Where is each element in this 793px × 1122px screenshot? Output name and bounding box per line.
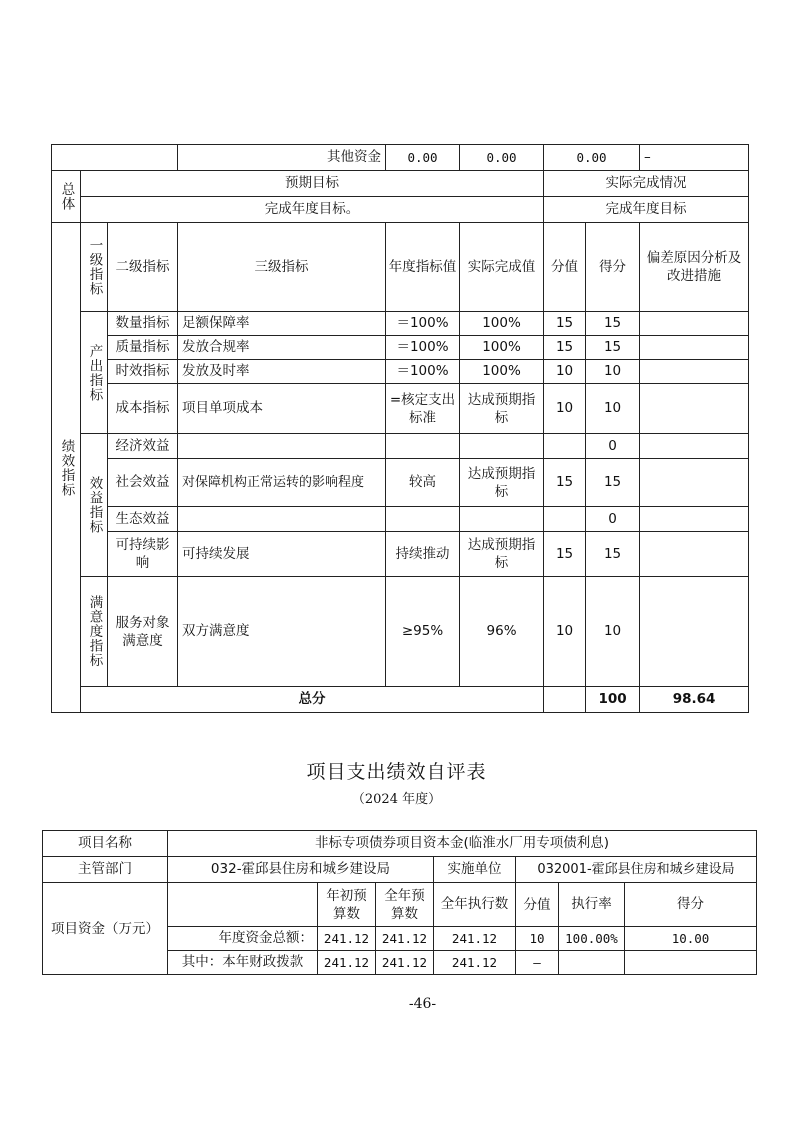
output-l3: 发放合规率 bbox=[178, 336, 386, 360]
benefit-row bbox=[52, 459, 749, 507]
satisfaction-label-cell bbox=[81, 577, 108, 687]
output-weight: 10 bbox=[544, 384, 586, 434]
funds-header-row bbox=[43, 883, 757, 927]
total-weight: 100 bbox=[586, 687, 640, 713]
satisfaction-indicator-label: 满意度指标 bbox=[86, 595, 103, 668]
output-l2: 时效指标 bbox=[108, 360, 178, 384]
funds-annual: 241.12 bbox=[376, 951, 434, 975]
performance-table bbox=[51, 144, 749, 713]
overall-content-row bbox=[52, 197, 749, 223]
level2-header: 二级指标 bbox=[108, 223, 178, 312]
page-number: -46- bbox=[408, 996, 437, 1012]
benefit-target bbox=[386, 507, 460, 532]
benefit-l2: 社会效益 bbox=[108, 459, 178, 507]
output-l2: 成本指标 bbox=[108, 384, 178, 434]
benefit-l2: 可持续影响 bbox=[108, 532, 178, 577]
output-score: 10 bbox=[586, 384, 640, 434]
other-funds-initial: 0.00 bbox=[386, 145, 460, 171]
target-header: 年度指标值 bbox=[386, 223, 460, 312]
benefit-indicator-label: 效益指标 bbox=[86, 476, 103, 534]
other-funds-executed: 0.00 bbox=[544, 145, 640, 171]
benefit-target: 持续推动 bbox=[386, 532, 460, 577]
deviation-header: 偏差原因分析及改进措施 bbox=[640, 223, 749, 312]
benefit-row bbox=[52, 532, 749, 577]
benefit-label-cell bbox=[81, 434, 108, 577]
other-funds-annual: 0.00 bbox=[460, 145, 544, 171]
benefit-score: 0 bbox=[586, 434, 640, 459]
output-row bbox=[52, 360, 749, 384]
weight-header: 分值 bbox=[544, 223, 586, 312]
benefit-l3: 可持续发展 bbox=[178, 532, 386, 577]
output-l3: 发放及时率 bbox=[178, 360, 386, 384]
impl-label: 实施单位 bbox=[434, 857, 516, 883]
benefit-row bbox=[52, 434, 749, 459]
form-title: 项目支出绩效自评表 bbox=[306, 761, 487, 783]
output-target: ＝100% bbox=[386, 336, 460, 360]
output-row bbox=[52, 336, 749, 360]
satisfaction-weight: 10 bbox=[544, 577, 586, 687]
funds-initial: 241.12 bbox=[318, 927, 376, 951]
benefit-l3 bbox=[178, 507, 386, 532]
output-l2: 质量指标 bbox=[108, 336, 178, 360]
benefit-weight: 15 bbox=[544, 532, 586, 577]
output-actual: 100% bbox=[460, 336, 544, 360]
satisfaction-l3: 双方满意度 bbox=[178, 577, 386, 687]
funds-row-label: 年度资金总额： bbox=[168, 927, 318, 951]
funds-executed: 241.12 bbox=[434, 927, 516, 951]
project-name: 非标专项债券项目资本金(临淮水厂用专项债利息) bbox=[168, 831, 757, 857]
output-actual: 100% bbox=[460, 360, 544, 384]
output-score: 15 bbox=[586, 336, 640, 360]
execution-rate-header: 执行率 bbox=[559, 883, 625, 927]
output-indicator-label: 产出指标 bbox=[86, 343, 103, 402]
benefit-l3: 对保障机构正常运转的影响程度 bbox=[178, 459, 386, 507]
actual-completion-header: 实际完成情况 bbox=[544, 171, 749, 197]
impl-value: 032001-霍邱县住房和城乡建设局 bbox=[516, 857, 757, 883]
other-funds-weight: – bbox=[640, 145, 749, 171]
performance-section-label: 绩效指标 bbox=[58, 438, 75, 497]
output-target: =核定支出标准 bbox=[386, 384, 460, 434]
funds-weight-header: 分值 bbox=[516, 883, 559, 927]
output-target: ＝100% bbox=[386, 360, 460, 384]
output-weight: 15 bbox=[544, 336, 586, 360]
benefit-row bbox=[52, 507, 749, 532]
overall-header-row bbox=[52, 171, 749, 197]
project-funds-table bbox=[42, 830, 757, 975]
total-score: 98.64 bbox=[640, 687, 749, 713]
output-l3: 项目单项成本 bbox=[178, 384, 386, 434]
funds-weight: – bbox=[516, 951, 559, 975]
benefit-score: 15 bbox=[586, 532, 640, 577]
funds-annual: 241.12 bbox=[376, 927, 434, 951]
total-label: 总分 bbox=[81, 687, 544, 713]
level1-header: 一级指标 bbox=[86, 238, 103, 296]
output-actual: 100% bbox=[460, 312, 544, 336]
funds-score-header: 得分 bbox=[625, 883, 757, 927]
funds-initial: 241.12 bbox=[318, 951, 376, 975]
executed-header: 全年执行数 bbox=[434, 883, 516, 927]
funds-score: 10.00 bbox=[625, 927, 757, 951]
benefit-actual bbox=[460, 434, 544, 459]
funds-label: 项目资金（万元） bbox=[43, 883, 168, 975]
project-name-label: 项目名称 bbox=[43, 831, 168, 857]
actual-completion-text: 完成年度目标 bbox=[544, 197, 749, 223]
output-row bbox=[52, 312, 749, 336]
overall-label-cell bbox=[52, 171, 81, 223]
satisfaction-score: 10 bbox=[586, 577, 640, 687]
benefit-actual: 达成预期指标 bbox=[460, 459, 544, 507]
actual-header: 实际完成值 bbox=[460, 223, 544, 312]
overall-label: 总体 bbox=[58, 182, 75, 211]
section-label-cell bbox=[52, 223, 81, 713]
benefit-score: 0 bbox=[586, 507, 640, 532]
annual-budget-header: 全年预算数 bbox=[376, 883, 434, 927]
dept-label: 主管部门 bbox=[43, 857, 168, 883]
form-year: （2024 年度） bbox=[351, 792, 442, 807]
benefit-l2: 经济效益 bbox=[108, 434, 178, 459]
other-funds-row bbox=[52, 145, 749, 171]
benefit-l2: 生态效益 bbox=[108, 507, 178, 532]
output-actual: 达成预期指标 bbox=[460, 384, 544, 434]
expected-goal-text: 完成年度目标。 bbox=[81, 197, 544, 223]
output-weight: 10 bbox=[544, 360, 586, 384]
funds-executed: 241.12 bbox=[434, 951, 516, 975]
dept-value: 032-霍邱县住房和城乡建设局 bbox=[168, 857, 434, 883]
output-row bbox=[52, 384, 749, 434]
initial-budget-header: 年初预算数 bbox=[318, 883, 376, 927]
benefit-actual bbox=[460, 507, 544, 532]
satisfaction-row bbox=[52, 577, 749, 687]
output-l3: 足额保障率 bbox=[178, 312, 386, 336]
benefit-weight: 15 bbox=[544, 459, 586, 507]
level3-header: 三级指标 bbox=[178, 223, 386, 312]
satisfaction-target: ≥95% bbox=[386, 577, 460, 687]
benefit-target: 较高 bbox=[386, 459, 460, 507]
funds-weight: 10 bbox=[516, 927, 559, 951]
benefit-target bbox=[386, 434, 460, 459]
indicator-header-row bbox=[52, 223, 749, 312]
output-weight: 15 bbox=[544, 312, 586, 336]
benefit-score: 15 bbox=[586, 459, 640, 507]
funds-rate bbox=[559, 951, 625, 975]
output-score: 15 bbox=[586, 312, 640, 336]
benefit-weight bbox=[544, 434, 586, 459]
funds-row-label: 其中：本年财政拨款 bbox=[168, 951, 318, 975]
benefit-weight bbox=[544, 507, 586, 532]
benefit-l3 bbox=[178, 434, 386, 459]
satisfaction-actual: 96% bbox=[460, 577, 544, 687]
output-score: 10 bbox=[586, 360, 640, 384]
project-name-row bbox=[43, 831, 757, 857]
benefit-actual: 达成预期指标 bbox=[460, 532, 544, 577]
other-funds-label: 其他资金 bbox=[178, 145, 386, 171]
level1-header-cell bbox=[81, 223, 108, 312]
funds-score bbox=[625, 951, 757, 975]
score-header: 得分 bbox=[586, 223, 640, 312]
satisfaction-l2: 服务对象满意度 bbox=[108, 577, 178, 687]
output-l2: 数量指标 bbox=[108, 312, 178, 336]
expected-goal-header: 预期目标 bbox=[81, 171, 544, 197]
total-row bbox=[52, 687, 749, 713]
output-target: ＝100% bbox=[386, 312, 460, 336]
department-row bbox=[43, 857, 757, 883]
funds-rate: 100.00% bbox=[559, 927, 625, 951]
output-label-cell bbox=[81, 312, 108, 434]
